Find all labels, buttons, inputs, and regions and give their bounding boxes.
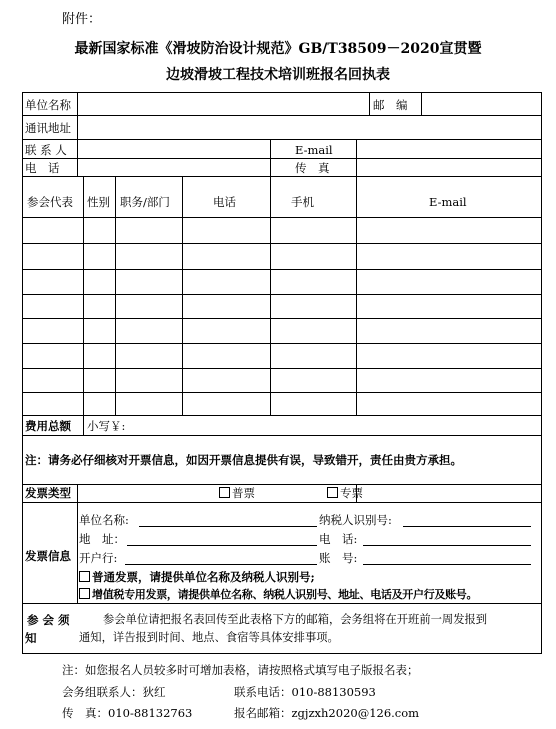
document-title-line-2: 边坡滑坡工程技术培训班报名回执表 [166,67,390,83]
footer-fax: 传 真：010-88132763 [62,706,193,720]
contact-label: 联 系 人 [25,143,67,157]
notice-text-1: 参会单位请把报名表回传至此表格下方的邮箱，会务组将在开班前一周发报到 [103,613,488,626]
inv-normal-note: 普通发票，请提供单位名称及纳税人识别号; [79,570,315,584]
phone-label: 电 话 [25,161,60,175]
invoice-normal-option[interactable] [219,486,255,500]
header-gender: 性别 [87,195,110,209]
checkbox-normal-invoice[interactable] [79,571,90,582]
unit-name-label: 单位名称 [25,98,71,112]
fee-total-label: 费用总额 [25,419,71,433]
inv-unit-name-label: 单位名称: [79,513,129,527]
registration-form [22,92,542,654]
inv-phone-label: 电 话: [319,532,358,546]
footer-contact-person: 会务组联系人：狄红 [62,685,166,699]
header-position: 职务/部门 [120,195,170,209]
inv-account-label: 账 号: [319,551,358,565]
inv-taxpayer-id-label: 纳税人识别号: [319,513,392,527]
invoice-special-option[interactable] [327,486,363,500]
inv-bank-label: 开户行: [79,551,118,565]
address-label: 通讯地址 [25,121,71,135]
header-rep: 参会代表 [27,195,73,209]
checkbox-special[interactable] [327,487,338,498]
invoice-notice: 注：请务必仔细核对开票信息，如因开票信息提供有误，导致错开，责任由贵方承担。 [25,453,462,467]
header-tel: 电话 [213,195,236,209]
invoice-normal-text: 普票 [232,486,255,500]
attachment-label: 附件： [62,12,102,27]
document-title-line-1: 最新国家标准《滑坡防治设计规范》GB/T38509－2020宣贯暨 [74,41,482,57]
email-label: E-mail [295,143,333,157]
notice-text-2: 通知，详告报到时间、地点、食宿等具体安排事项。 [79,631,339,644]
invoice-type-label: 发票类型 [25,486,71,500]
checkbox-special-invoice[interactable] [79,588,90,599]
footer-contact-phone: 联系电话：010-88130593 [234,685,376,699]
invoice-special-text: 专票 [340,486,363,500]
footer-email: 报名邮箱：zgjzxh2020@126.com [234,706,420,720]
header-mobile: 手机 [291,195,314,209]
checkbox-normal[interactable] [219,487,230,498]
header-email: E-mail [429,195,467,209]
footer-note: 注：如您报名人员较多时可增加表格，请按照格式填写电子版报名表； [62,663,419,677]
inv-special-note: 增值税专用发票，请提供单位名称、纳税人识别号、地址、电话及开户行及账号。 [79,588,477,602]
invoice-info-label: 发票信息 [25,549,71,563]
fee-uppercase-label: 小写￥: [87,419,126,433]
notice-label-1: 参 会 须 [27,613,70,627]
notice-label-2: 知 [25,631,37,645]
fax-label: 传 真 [295,161,330,175]
postcode-label: 邮 编 [373,98,408,112]
inv-address-label: 地 址： [79,532,125,546]
